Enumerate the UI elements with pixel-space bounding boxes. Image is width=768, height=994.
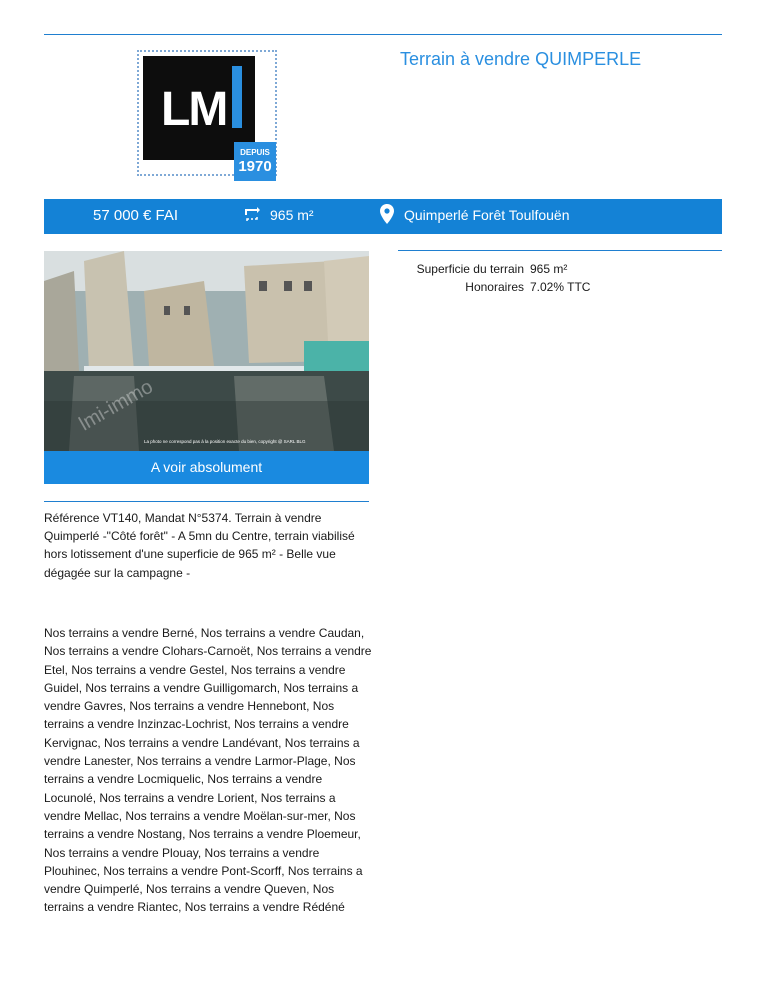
left-divider: [44, 501, 369, 502]
price: 57 000 € FAI: [93, 207, 179, 224]
property-description: Référence VT140, Mandat N°5374. Terrain à vendre Quimperlé -"Côté forêt" - A 5mn du Centre, terrain viabilisé hors lotissement d'une superficie de 965 m² - Belle vue dégagée sur la campagne -: [44, 511, 355, 580]
logo-badge-year: 1970: [238, 158, 272, 175]
spec-value: 7.02% TTC: [530, 280, 591, 294]
spec-row: [398, 278, 590, 296]
photo-copyright: La photo ne correspond pas à la position exacte du bien, copyright @ SARL BLG: [144, 439, 306, 444]
top-divider: [44, 34, 722, 35]
area: 965 m²: [270, 207, 314, 223]
spec-row: [398, 260, 590, 278]
area-icon: [243, 205, 261, 223]
photo-image: [44, 251, 369, 451]
page-title: Terrain à vendre QUIMPERLE: [400, 49, 642, 69]
spec-label: Superficie du terrain: [416, 262, 524, 276]
logo-badge-depuis: DEPUIS: [240, 148, 270, 157]
right-divider: [398, 250, 722, 251]
photo-caption: A voir absolument: [44, 451, 369, 484]
logo-i-bar: [232, 66, 242, 128]
logo-badge: [234, 142, 276, 181]
location: Quimperlé Forêt Toulfouën: [404, 207, 570, 223]
spec-label: Honoraires: [465, 280, 524, 294]
logo-wordmark: LM: [161, 83, 227, 136]
property-photo[interactable]: [44, 251, 369, 451]
info-bar: [44, 199, 722, 234]
photo-watermark: lmi-immo: [75, 375, 157, 436]
map-pin-icon: [380, 204, 394, 224]
towns-list: Nos terrains a vendre Berné, Nos terrains a vendre Caudan, Nos terrains a vendre Clohars-Carnoët, Nos terrains a vendre Etel, Nos terrains a vendre Gestel, Nos terrains a vendre Guidel, Nos terrains a vendre Guilligomarch, Nos terrains a vendre Gavres, Nos terrains a vendre Hennebont, Nos terrains a vendre Inzinzac-Lochrist, Nos terrains a vendre Kervignac, Nos terrains a vendre Landévant, Nos terrains a vendre Lanester, Nos terrains a vendre Larmor-Plage, Nos terrains a vendre Locmiquelic, Nos terrains a vendre Locunolé, Nos terrains a vendre Lorient, Nos terrains a vendre Mellac, Nos terrains a vendre Moëlan-sur-mer, Nos terrains a vendre Nostang, Nos terrains a vendre Ploemeur, Nos terrains a vendre Plouay, Nos terrains a vendre Plouhinec, Nos terrains a vendre Pont-Scorff, Nos terrains a vendre Quimperlé, Nos terrains a vendre Queven, Nos terrains a vendre Riantec, Nos terrains a vendre Rédéné: [44, 626, 372, 915]
spec-value: 965 m²: [530, 262, 568, 276]
specs-table: [398, 260, 590, 296]
